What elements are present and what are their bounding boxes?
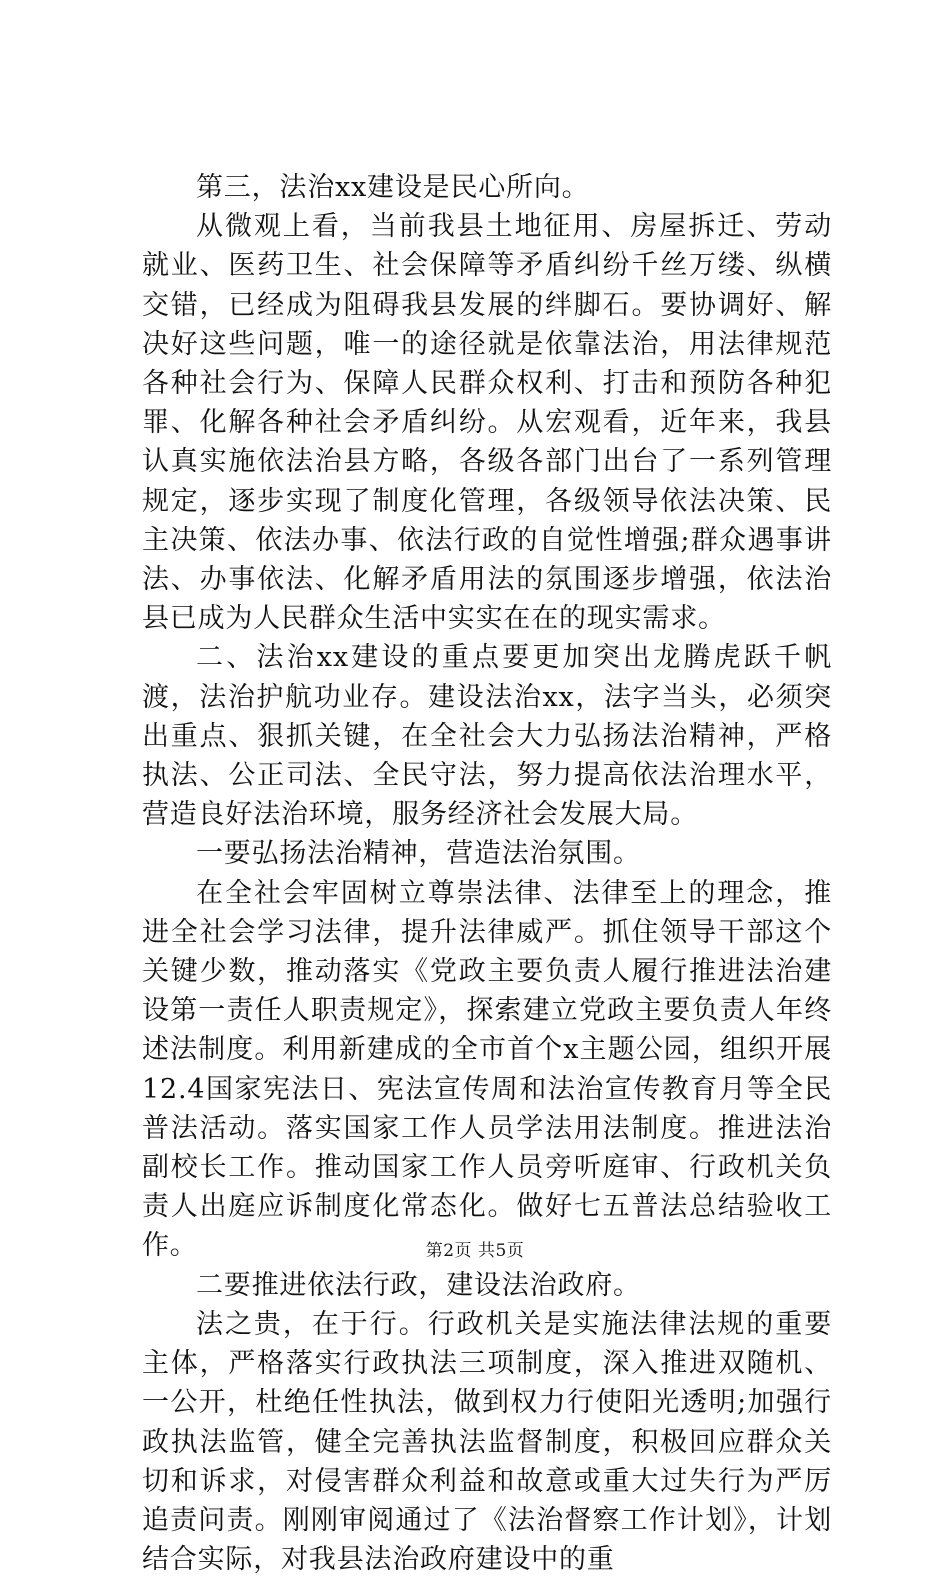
page-footer: 第2页 共5页 [425,1241,525,1261]
paragraph-section-two: 二、法治xx建设的重点要更加突出龙腾虎跃千帆渡，法治护航功业存。建设法治xx，法字当头，必须突出重点、狠抓关键，在全社会大力弘扬法治精神，严格执法、公正司法、全民守法，努力提高依法治理水平，营造良好法治环境，服务经济社会发展大局。 [142,642,832,831]
paragraph-body: 在全社会牢固树立尊崇法律、法律至上的理念，推进全社会学习法律，提升法律威严。抓住领导干部这个关键少数，推动落实《党政主要负责人履行推进法治建设第一责任人职责规定》，探索建立党政主要负责人年终述法制度。利用新建成的全市首个x主题公园，组织开展12.4国家宪法日、宪法宣传周和法治宣传教育月等全民普法活动。落实国家工作人员学法用法制度。推进法治副校长工作。推动国家工作人员旁听庭审、行政机关负责人出庭应诉制度化常态化。做好七五普法总结验收工作。 [142,877,832,1262]
paragraph-heading-third: 第三，法治xx建设是民心所向。 [196,172,590,203]
document-body [142,168,832,1579]
paragraph-body: 法之贵，在于行。行政机关是实施法律法规的重要主体，严格落实行政执法三项制度，深入推进双随机、一公开，杜绝任性执法，做到权力行使阳光透明;加强行政执法监管，健全完善执法监督制度，积极回应群众关切和诉求，对侵害群众利益和故意或重大过失行为严厉追责问责。刚刚审阅通过了《法治督察工作计划》，计划结合实际，对我县法治政府建设中的重 [142,1308,832,1576]
paragraph-subheading-two: 二要推进依法行政，建设法治政府。 [196,1269,641,1301]
paragraph-body: 从微观上看，当前我县土地征用、房屋拆迁、劳动就业、医药卫生、社会保障等矛盾纠纷千丝万缕、纵横交错，已经成为阻碍我县发展的绊脚石。要协调好、解决好这些问题，唯一的途径就是依靠法治，用法律规范各种社会行为、保障人民群众权利、打击和预防各种犯罪、化解各种社会矛盾纠纷。从宏观看，近年来，我县认真实施依法治县方略，各级各部门出台了一系列管理规定，逐步实现了制度化管理，各级领导依法决策、民主决策、依法办事、依法行政的自觉性增强;群众遇事讲法、办事依法、化解矛盾用法的氛围逐步增强，依法治县已成为人民群众生活中实实在在的现实需求。 [142,211,832,635]
paragraph-subheading-one: 一要弘扬法治精神，营造法治氛围。 [196,838,641,870]
